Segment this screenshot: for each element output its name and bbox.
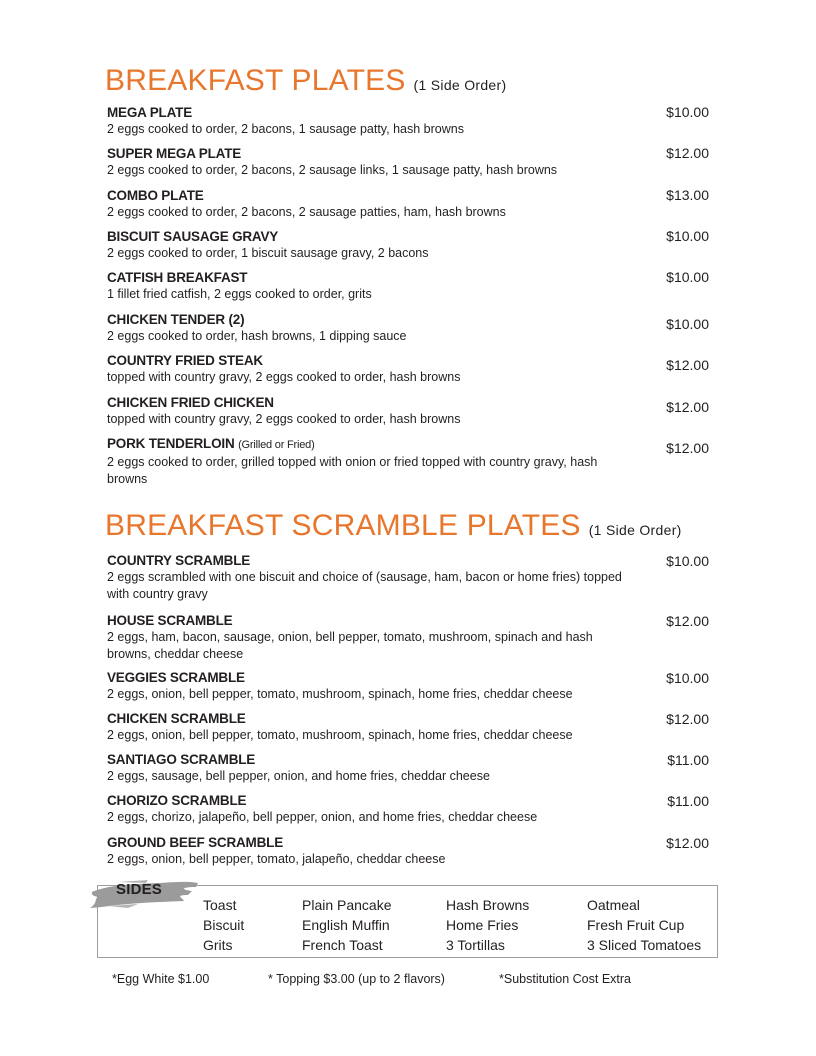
menu-item <box>107 613 713 662</box>
item-price: $12.00 <box>666 440 709 456</box>
item-price: $12.00 <box>666 399 709 415</box>
item-description: 2 eggs cooked to order, 2 bacons, 2 sausage patties, ham, hash browns <box>107 205 506 219</box>
item-price: $10.00 <box>666 670 709 686</box>
item-price: $12.00 <box>666 613 709 629</box>
footnote-egg-white: *Egg White $1.00 <box>112 972 210 986</box>
item-description: topped with country gravy, 2 eggs cooked to order, hash browns <box>107 370 461 384</box>
menu-item <box>107 711 713 744</box>
item-name: CHORIZO SCRAMBLE <box>107 793 247 808</box>
item-price: $10.00 <box>666 228 709 244</box>
menu-item <box>107 395 713 428</box>
side-item: French Toast <box>302 937 383 953</box>
side-item: Hash Browns <box>446 897 530 913</box>
item-description: 2 eggs, onion, bell pepper, tomato, mushroom, spinach, home fries, cheddar cheese <box>107 687 573 701</box>
menu-item <box>107 553 713 603</box>
item-description: 2 eggs, ham, bacon, sausage, onion, bell pepper, tomato, mushroom, spinach and hash browns, cheddar cheese <box>107 630 593 661</box>
item-description: 2 eggs, sausage, bell pepper, onion, and home fries, cheddar cheese <box>107 769 490 783</box>
item-note: (Grilled or Fried) <box>238 439 315 451</box>
item-price: $10.00 <box>666 553 709 569</box>
scramble-plates-heading <box>105 511 682 541</box>
item-name: HOUSE SCRAMBLE <box>107 613 233 628</box>
item-description: 2 eggs cooked to order, 2 bacons, 2 sausage links, 1 sausage patty, hash browns <box>107 163 558 177</box>
sides-column <box>203 895 244 955</box>
side-item: Toast <box>203 897 237 913</box>
menu-item <box>107 312 713 345</box>
menu-item <box>107 793 713 826</box>
menu-item <box>107 436 713 488</box>
item-description: 2 eggs cooked to order, 1 biscuit sausage gravy, 2 bacons <box>107 246 429 260</box>
item-price: $10.00 <box>666 269 709 285</box>
item-name: SUPER MEGA PLATE <box>107 146 242 161</box>
side-item: Home Fries <box>446 917 519 933</box>
side-item: Plain Pancake <box>302 897 392 913</box>
item-description: 2 eggs cooked to order, 2 bacons, 1 sausage patty, hash browns <box>107 122 464 136</box>
item-name: SANTIAGO SCRAMBLE <box>107 752 256 767</box>
menu-item <box>107 835 713 868</box>
item-name: MEGA PLATE <box>107 105 192 120</box>
footnote-topping: * Topping $3.00 (up to 2 flavors) <box>268 972 445 986</box>
side-item: Oatmeal <box>587 897 640 913</box>
item-price: $12.00 <box>666 711 709 727</box>
menu-item <box>107 752 713 785</box>
item-description: 2 eggs cooked to order, grilled topped with onion or fried topped with country gravy, hash browns <box>107 455 598 486</box>
breakfast-plates-heading <box>105 66 506 96</box>
side-item: English Muffin <box>302 917 390 933</box>
item-name: PORK TENDERLOIN <box>107 436 235 451</box>
item-description: 2 eggs, chorizo, jalapeño, bell pepper, onion, and home fries, cheddar cheese <box>107 810 538 824</box>
item-description: 1 fillet fried catfish, 2 eggs cooked to order, grits <box>107 287 372 301</box>
side-item: 3 Sliced Tomatoes <box>587 937 702 953</box>
breakfast-plates-title: BREAKFAST PLATES <box>105 64 406 97</box>
item-name: COUNTRY FRIED STEAK <box>107 353 263 368</box>
sides-column <box>302 895 392 955</box>
item-description: 2 eggs, onion, bell pepper, tomato, jalapeño, cheddar cheese <box>107 852 446 866</box>
side-item: 3 Tortillas <box>446 937 505 953</box>
scramble-plates-subtitle: (1 Side Order) <box>588 522 682 538</box>
item-name: BISCUIT SAUSAGE GRAVY <box>107 229 279 244</box>
menu-item <box>107 670 713 703</box>
item-description: topped with country gravy, 2 eggs cooked to order, hash browns <box>107 412 461 426</box>
menu-item <box>107 146 713 179</box>
sides-label: SIDES <box>116 881 163 898</box>
sides-column <box>446 895 529 955</box>
item-name: VEGGIES SCRAMBLE <box>107 670 245 685</box>
menu-item <box>107 229 713 262</box>
menu-item <box>107 188 713 221</box>
item-description: 2 eggs scrambled with one biscuit and choice of (sausage, ham, bacon or home fries) topped with country gravy <box>107 570 622 601</box>
item-name: CHICKEN SCRAMBLE <box>107 711 246 726</box>
item-price: $11.00 <box>667 793 709 809</box>
item-price: $11.00 <box>667 752 709 768</box>
item-price: $10.00 <box>666 316 709 332</box>
item-name: CHICKEN TENDER (2) <box>107 312 245 327</box>
item-price: $13.00 <box>666 187 709 203</box>
item-name: CHICKEN FRIED CHICKEN <box>107 395 274 410</box>
item-name: GROUND BEEF SCRAMBLE <box>107 835 284 850</box>
menu-item <box>107 105 713 138</box>
item-name: CATFISH BREAKFAST <box>107 270 248 285</box>
item-price: $12.00 <box>666 357 709 373</box>
item-name: COUNTRY SCRAMBLE <box>107 553 251 568</box>
item-price: $10.00 <box>666 104 709 120</box>
side-item: Grits <box>203 937 233 953</box>
breakfast-plates-subtitle: (1 Side Order) <box>413 77 507 93</box>
item-price: $12.00 <box>666 835 709 851</box>
item-description: 2 eggs cooked to order, hash browns, 1 dipping sauce <box>107 329 407 343</box>
footnote-substitution: *Substitution Cost Extra <box>499 972 632 986</box>
menu-item <box>107 270 713 303</box>
menu-item <box>107 353 713 386</box>
side-item: Biscuit <box>203 917 245 933</box>
item-description: 2 eggs, onion, bell pepper, tomato, mushroom, spinach, home fries, cheddar cheese <box>107 728 573 742</box>
scramble-plates-title: BREAKFAST SCRAMBLE PLATES <box>105 509 581 542</box>
sides-column <box>587 895 701 955</box>
item-price: $12.00 <box>666 145 709 161</box>
side-item: Fresh Fruit Cup <box>587 917 685 933</box>
item-name: COMBO PLATE <box>107 188 204 203</box>
